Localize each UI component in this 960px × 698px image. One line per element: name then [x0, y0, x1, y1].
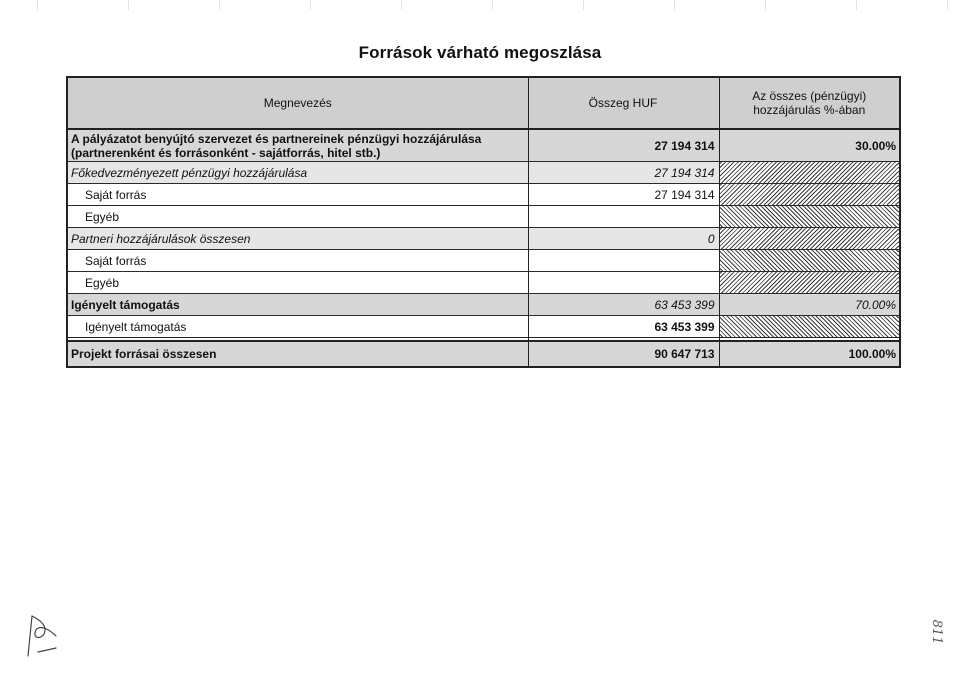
- row-other1-label: Egyéb: [67, 206, 528, 228]
- row-requested-pct: 70.00%: [719, 294, 900, 316]
- hatched-cell: [719, 316, 900, 338]
- hatched-cell: [719, 272, 900, 294]
- table-row: [67, 228, 900, 250]
- scan-edge: [0, 0, 960, 10]
- hatched-cell: [719, 206, 900, 228]
- row-total-label: Projekt forrásai összesen: [67, 341, 528, 367]
- handwritten-mark-icon: [20, 608, 62, 658]
- row-requested-sub-amount: 63 453 399: [528, 316, 719, 338]
- header-name: Megnevezés: [67, 77, 528, 129]
- table-row: [67, 162, 900, 184]
- table-row: [67, 206, 900, 228]
- page-number-text: 811: [929, 619, 944, 645]
- row-other2-amount: [528, 272, 719, 294]
- row-lead-label: Főkedvezményezett pénzügyi hozzájárulása: [67, 162, 528, 184]
- table-row: [67, 184, 900, 206]
- header-share: Az összes (pénzügyi) hozzájárulás %-ában: [719, 77, 900, 129]
- header-amount: Összeg HUF: [528, 77, 719, 129]
- row-other1-amount: [528, 206, 719, 228]
- table-row-total: [67, 341, 900, 367]
- row-own1-amount: 27 194 314: [528, 184, 719, 206]
- table-row: [67, 272, 900, 294]
- page-title: Források várható megoszlása: [358, 43, 602, 62]
- row-own2-amount: [528, 250, 719, 272]
- row-lead-amount: 27 194 314: [528, 162, 719, 184]
- table-row: [67, 316, 900, 338]
- row-applicant-pct: 30.00%: [719, 129, 900, 162]
- hatched-cell: [719, 184, 900, 206]
- hatched-cell: [719, 250, 900, 272]
- row-requested-label: Igényelt támogatás: [67, 294, 528, 316]
- row-applicant-amount: 27 194 314: [528, 129, 719, 162]
- row-applicant-label: A pályázatot benyújtó szervezet és partnereinek pénzügyi hozzájárulása (partnerenként és forrásonként - sajátforrás, hitel stb.): [67, 129, 528, 162]
- row-own1-label: Saját forrás: [67, 184, 528, 206]
- funding-table: [66, 76, 901, 368]
- row-own2-label: Saját forrás: [67, 250, 528, 272]
- hatched-cell: [719, 228, 900, 250]
- row-total-amount: 90 647 713: [528, 341, 719, 367]
- handwritten-page-number: [922, 604, 944, 660]
- row-other2-label: Egyéb: [67, 272, 528, 294]
- table-row: [67, 250, 900, 272]
- row-requested-amount: 63 453 399: [528, 294, 719, 316]
- table-header: [67, 77, 900, 129]
- row-requested-sub-label: Igényelt támogatás: [67, 316, 528, 338]
- row-total-pct: 100.00%: [719, 341, 900, 367]
- hatched-cell: [719, 162, 900, 184]
- table-row: [67, 294, 900, 316]
- row-partners-label: Partneri hozzájárulások összesen: [67, 228, 528, 250]
- table-row: [67, 129, 900, 162]
- row-partners-amount: 0: [528, 228, 719, 250]
